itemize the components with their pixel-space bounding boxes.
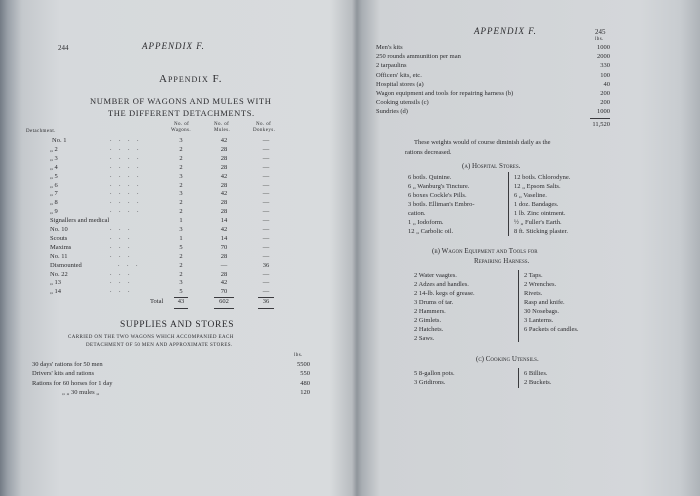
supplies-item-value: 480 [300, 379, 310, 387]
wagon-equipment-item: Rasp and knife. [524, 299, 565, 306]
wagon-equipment-title-2: Repairing Harness. [474, 257, 530, 265]
wagon-equipment-item: 2 Hammers. [414, 308, 446, 315]
wagon-equipment-item: 2 Water vaagtes. [414, 272, 457, 279]
supplies-title: SUPPLIES AND STORES [120, 320, 235, 330]
table-heading-line-1: NUMBER OF WAGONS AND MULES WITH [90, 96, 272, 106]
wagon-row-donkeys: — [262, 217, 270, 225]
wagon-row-mules: 14 [220, 217, 228, 225]
wagon-row-label: „ 3 [50, 154, 58, 162]
right-item-label: Officers' kits, etc. [376, 71, 422, 79]
wagon-row-donkeys: — [262, 190, 270, 198]
hospital-item: 6 boxes Cockle's Pills. [408, 192, 467, 199]
supplies-subtitle-1: CARRIED ON THE TWO WAGONS WHICH ACCOMPANIED EACH [68, 335, 234, 340]
total-underline-wagons [174, 308, 188, 309]
col-header-mules-1: No. of [214, 122, 230, 127]
cooking-title: (c) Cooking Utensils. [476, 355, 539, 363]
total-underline-mules [214, 308, 234, 309]
wagon-row-dots: . . . [110, 234, 133, 241]
wagon-row-mules: 28 [220, 181, 228, 189]
right-item-value: 200 [600, 99, 610, 107]
right-item-label: Cooking utensils (c) [376, 99, 429, 107]
cooking-item: 5 8-gallon pots. [414, 370, 455, 377]
running-head-left: APPENDIX F. [142, 41, 205, 51]
hospital-item: cation. [408, 210, 426, 217]
wagon-row-mules: 42 [220, 226, 228, 233]
wagon-row-donkeys: 36 [262, 261, 270, 269]
wagon-row-dots: . . . [110, 270, 133, 277]
wagon-row-label: „ 2 [50, 145, 58, 153]
right-item-value: 40 [603, 80, 610, 88]
wagon-row-label: No. 10 [50, 226, 68, 233]
right-page [362, 0, 687, 496]
wagon-row-dots: . . . . [110, 181, 142, 188]
supplies-item-label: 30 days' rations for 50 men [32, 361, 103, 368]
hospital-item: 1 lb. Zinc ointment. [514, 210, 566, 217]
section-title: Appendix F. [159, 73, 223, 85]
wagon-row-donkeys: — [262, 234, 270, 242]
wagon-row-dots: . . . [110, 288, 133, 295]
wagon-equipment-item: 2 Hatchets. [414, 326, 444, 333]
right-item-value: 100 [600, 71, 610, 79]
col-header-detachment: Detachment. [26, 129, 56, 134]
wagon-row-dots: . . . . [110, 145, 142, 152]
right-item-label: 250 rounds ammunition per man [376, 53, 461, 61]
wagon-row-wagons: 2 [179, 145, 183, 153]
wagon-row-wagons: 3 [179, 190, 183, 198]
wagon-row-wagons: 3 [179, 172, 183, 180]
wagon-row-wagons: 3 [179, 226, 183, 233]
wagon-row-wagons: 2 [179, 163, 183, 171]
supplies-item-value: 5500 [297, 361, 310, 368]
hospital-item: 6 „ Vaseline. [514, 192, 547, 199]
hospital-item: 6 botls. Quinine. [408, 174, 452, 181]
total-donkeys: 36 [262, 298, 270, 305]
wagon-row-wagons: 5 [179, 243, 183, 251]
col-header-wagons-2: Wagons. [171, 128, 192, 133]
wagon-row-dots: . . . . [110, 208, 142, 215]
page-number-right: 245 [595, 28, 606, 36]
supplies-item-label: Rations for 60 horses for 1 day [32, 379, 113, 387]
wagon-equipment-title-1: (b) Wagon Equipment and Tools for [432, 247, 538, 255]
hospital-item: 1 doz. Bandages. [514, 201, 559, 208]
wagon-row-dots: . . . . [110, 163, 142, 170]
wagon-equipment-item: 3 Lanterns. [524, 317, 554, 324]
wagon-row-donkeys: — [262, 279, 270, 287]
right-item-value: 1000 [597, 44, 610, 51]
wagon-row-mules: 28 [220, 145, 228, 153]
wagon-row-wagons: 1 [179, 217, 183, 225]
right-item-label: Sundries (d) [376, 108, 408, 116]
wagon-row-donkeys: — [262, 288, 270, 296]
wagon-row-wagons: 2 [179, 181, 183, 189]
wagon-equipment-item: 6 Packets of candles. [524, 326, 579, 333]
total-underline-donkeys [258, 308, 274, 309]
right-total: 11,520 [592, 121, 610, 128]
running-head-right: APPENDIX F. [474, 26, 537, 36]
wagon-row-dots: . . . . [110, 154, 142, 161]
wagon-row-label: „ 7 [50, 190, 58, 198]
wagon-row-label: Signallers and medical [50, 217, 110, 225]
wagon-row-wagons: 2 [179, 154, 183, 162]
wagon-row-donkeys: — [262, 181, 270, 189]
right-item-label: Hospital stores (a) [376, 80, 424, 88]
total-label: Total [150, 298, 164, 305]
wagon-row-label: „ 6 [50, 181, 58, 189]
wagon-row-donkeys: — [262, 243, 270, 251]
wagon-row-donkeys: — [262, 270, 270, 278]
wagon-row-dots: . . . . [110, 137, 142, 143]
hospital-item: 8 ft. Sticking plaster. [514, 228, 568, 235]
col-header-donkeys-2: Donkeys. [253, 128, 276, 133]
wagon-row-dots: . . . [110, 226, 133, 232]
right-lbs-header: lbs. [595, 37, 604, 42]
hospital-item: 1 „ Iodoform. [408, 219, 444, 226]
wagon-row-label: „ 9 [50, 208, 58, 216]
page-number-left: 244 [58, 44, 69, 52]
wagon-row-donkeys: — [262, 137, 270, 144]
wagon-equipment-item: 2 Taps. [524, 272, 543, 279]
wagon-row-dots: . . . . [110, 172, 142, 179]
wagon-row-label: „ 14 [50, 288, 62, 296]
hospital-item: ½ „ Fuller's Earth. [514, 219, 562, 226]
right-item-value: 200 [600, 90, 610, 97]
wagon-row-mules: 28 [220, 199, 228, 207]
col-header-mules-2: Mules. [214, 128, 231, 133]
total-wagons: 43 [177, 298, 185, 305]
right-item-label: Men's kits [376, 44, 403, 51]
weights-note-2: rations decreased. [405, 149, 452, 156]
wagon-row-label: „ 5 [50, 172, 58, 180]
table-heading-line-2: THE DIFFERENT DETACHMENTS. [108, 108, 255, 118]
wagon-row-label: Scouts [50, 234, 68, 242]
wagon-row-donkeys: — [262, 226, 270, 233]
wagon-row-mules: 42 [220, 190, 228, 198]
wagon-row-donkeys: — [262, 154, 270, 162]
wagon-row-mules: 28 [220, 163, 228, 171]
supplies-item-label: „ „ 30 mules „ [62, 388, 100, 396]
right-item-label: Wagon equipment and tools for repairing harness (b) [376, 90, 514, 97]
wagon-row-donkeys: — [262, 208, 270, 216]
wagon-row-label: „ 13 [50, 279, 62, 287]
supplies-item-label: Drivers' kits and rations [32, 370, 95, 378]
wagon-equipment-item: 30 Nosebags. [524, 308, 560, 315]
wagon-row-mules: 28 [220, 154, 228, 162]
right-total-rule [590, 118, 610, 119]
wagon-row-mules: 14 [220, 234, 228, 242]
wagon-row-dots: . . . [118, 261, 141, 268]
left-page [22, 0, 352, 496]
wagon-row-wagons: 2 [179, 270, 183, 278]
wagon-row-wagons: 2 [179, 208, 183, 216]
right-item-value: 330 [600, 62, 610, 70]
wagon-row-mules: 42 [220, 137, 228, 144]
supplies-item-value: 120 [300, 388, 310, 396]
hospital-item: 12 „ Epsom Salts. [514, 183, 561, 190]
wagon-row-dots: . . . . [110, 199, 142, 206]
wagon-row-donkeys: — [262, 172, 270, 180]
cooking-item: 2 Buckets. [524, 379, 552, 386]
wagon-row-donkeys: — [262, 252, 270, 260]
wagon-row-label: „ 4 [50, 163, 58, 171]
wagon-row-label: Dismounted [50, 261, 82, 269]
wagon-equipment-item: 2 14-lb. kegs of grease. [414, 290, 475, 297]
hospital-item: 6 „ Wanburg's Tincture. [408, 183, 470, 190]
supplies-item-value: 550 [300, 370, 310, 378]
cooking-item: 6 Billies. [524, 370, 548, 377]
col-header-donkeys-1: No. of [256, 122, 272, 127]
wagon-row-mules: 28 [220, 270, 228, 278]
wagon-equipment-item: 2 Wrenches. [524, 281, 557, 288]
hospital-item: 12 „ Carbolic oil. [408, 228, 454, 235]
wagon-row-wagons: 5 [179, 288, 183, 296]
wagon-equipment-divider [518, 270, 519, 342]
wagon-row-donkeys: — [262, 145, 270, 153]
wagon-row-dots: . . . [110, 252, 133, 259]
wagon-row-label: No. 1 [52, 137, 67, 144]
wagon-row-mules: 28 [220, 208, 228, 216]
right-item-value: 1000 [597, 108, 610, 116]
hospital-title: (a) Hospital Stores. [462, 162, 521, 170]
total-mules: 602 [219, 298, 229, 305]
hospital-divider [508, 172, 509, 236]
wagon-row-dots: . . . . [110, 190, 142, 197]
supplies-lbs-header: lbs. [294, 353, 303, 358]
wagon-row-mules: 42 [220, 279, 228, 287]
wagon-row-wagons: 3 [179, 137, 183, 144]
right-item-label: 2 tarpaulins [376, 62, 407, 70]
wagon-row-dots: . . . [110, 279, 133, 286]
wagon-row-label: No. 22 [50, 270, 68, 278]
wagon-equipment-item: 2 Adzes and handles. [414, 281, 469, 288]
wagon-row-dots: . . . [110, 243, 133, 250]
wagon-row-mules: 42 [220, 172, 228, 180]
wagon-row-mules: 70 [220, 288, 228, 296]
hospital-item: 3 botls. Elliman's Embro- [408, 201, 475, 208]
wagon-row-label: Maxims [50, 243, 72, 251]
wagon-row-mules: 70 [220, 243, 228, 251]
hospital-item: 12 botls. Chlorodyne. [514, 174, 571, 181]
weights-note-1: These weights would of course diminish daily as the [414, 139, 551, 146]
wagon-row-wagons: 2 [179, 261, 183, 269]
wagon-row-donkeys: — [262, 163, 270, 171]
wagon-equipment-item: 3 Drums of tar. [414, 299, 454, 306]
wagon-row-wagons: 2 [179, 199, 183, 207]
col-header-wagons-1: No. of [174, 122, 190, 127]
wagon-row-wagons: 2 [179, 252, 183, 260]
wagon-row-wagons: 3 [179, 279, 183, 287]
supplies-subtitle-2: DETACHMENT OF 50 MEN AND APPROXIMATE STORES. [86, 343, 233, 348]
wagon-row-label: No. 11 [50, 252, 68, 260]
wagon-row-label: „ 8 [50, 199, 58, 207]
wagon-row-mules: — [220, 261, 228, 269]
wagon-row-mules: 28 [220, 252, 228, 260]
wagon-row-donkeys: — [262, 199, 270, 207]
wagon-equipment-item: Rivets. [524, 290, 543, 297]
right-item-value: 2000 [597, 53, 610, 61]
wagon-equipment-item: 2 Gimlets. [414, 317, 442, 324]
cooking-divider [518, 368, 519, 388]
cooking-item: 3 Gridirons. [414, 379, 446, 386]
wagon-equipment-item: 2 Saws. [414, 335, 435, 342]
wagon-row-wagons: 1 [179, 234, 183, 242]
